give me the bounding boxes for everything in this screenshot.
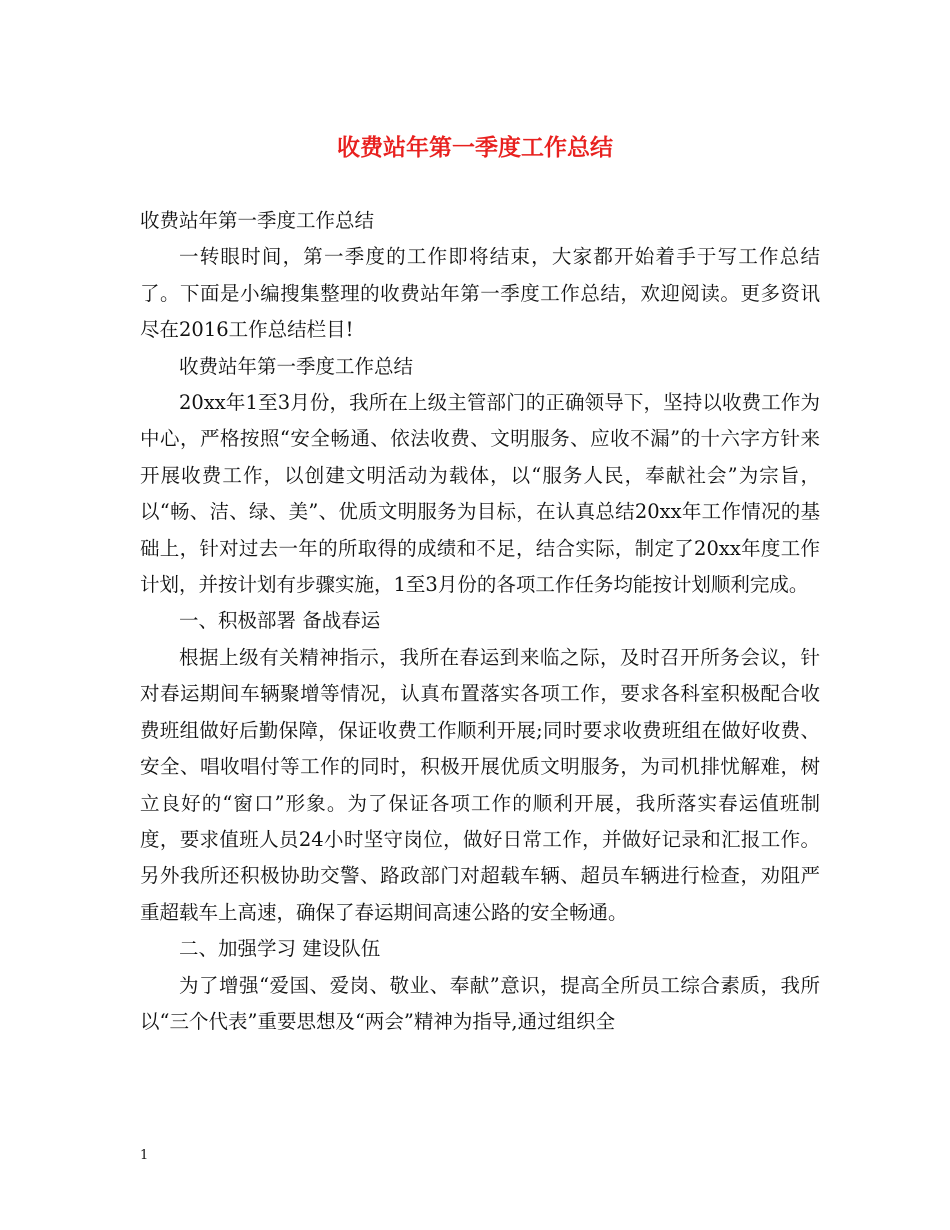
body-paragraph-heading: 收费站年第一季度工作总结	[140, 209, 375, 232]
body-paragraph-overview: 20xx年1至3月份，我所在上级主管部门的正确领导下，坚持以收费工作为中心，严格按照“安全畅通、依法收费、文明服务、应收不漏”的十六字方针来开展收费工作，以创建文明活动为载体，以“服务人民，奉献社会”为宗旨，以“畅、洁、绿、美”、优质文明服务为目标，在认真总结20xx年工作情况的基础上，针对过去一年的所取得的成绩和不足，结合实际，制定了20xx年度工作计划，并按计划有步骤实施，1至3月份的各项工作任务均能按计划顺利完成。	[140, 391, 820, 597]
section-heading-1: 一、积极部署 备战春运	[179, 609, 381, 633]
document-title: 收费站年第一季度工作总结	[337, 134, 613, 161]
body-paragraph-section-1: 根据上级有关精神指示，我所在春运到来临之际，及时召开所务会议，针对春运期间车辆聚增等情况，认真布置落实各项工作，要求各科室积极配合收费班组做好后勤保障，保证收费工作顺利开展;同时要求收费班组在做好收费、安全、唱收唱付等工作的同时，积极开展优质文明服务，为司机排忧解难，树立良好的“窗口”形象。为了保证各项工作的顺利开展，我所落实春运值班制度，要求值班人员24小时坚守岗位，做好日常工作，并做好记录和汇报工作。另外我所还积极协助交警、路政部门对超载车辆、超员车辆进行检查，劝阻严重超载车上高速，确保了春运期间高速公路的安全畅通。	[140, 645, 820, 924]
document-body	[140, 203, 820, 1040]
body-paragraph-subtitle: 收费站年第一季度工作总结	[179, 354, 414, 378]
body-paragraph-section-2: 为了增强“爱国、爱岗、敬业、奉献”意识，提高全所员工综合素质，我所以“三个代表”重要思想及“两会”精神为指导,通过组织全	[140, 973, 820, 1033]
body-paragraph-intro: 一转眼时间，第一季度的工作即将结束，大家都开始着手于写工作总结了。下面是小编搜集整理的收费站年第一季度工作总结，欢迎阅读。更多资讯尽在2016工作总结栏目!	[140, 245, 820, 342]
section-heading-2: 二、加强学习 建设队伍	[179, 937, 381, 961]
page-number: 1	[140, 1148, 149, 1163]
